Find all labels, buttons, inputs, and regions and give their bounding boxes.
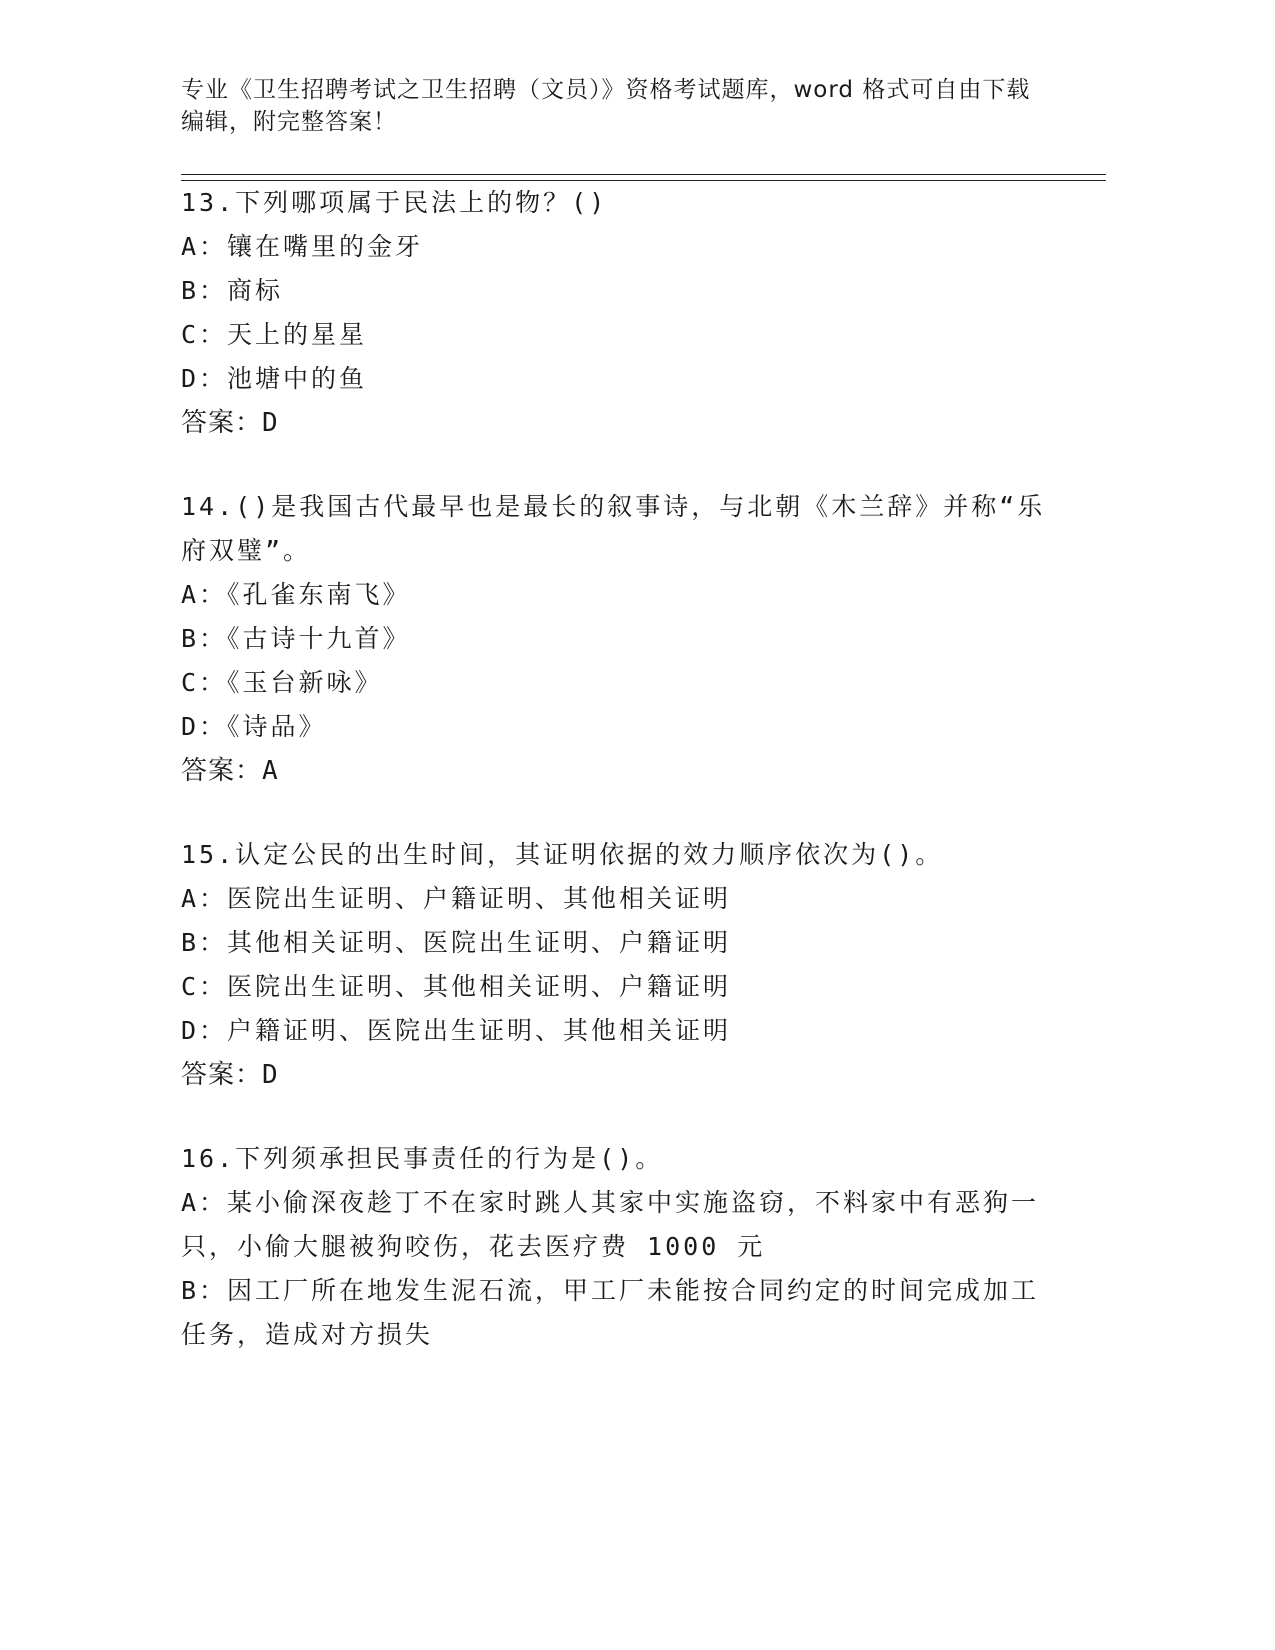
option-d: D：池塘中的鱼 xyxy=(181,364,368,393)
question-text: 16.下列须承担民事责任的行为是()。 xyxy=(181,1144,664,1173)
answer-line xyxy=(181,749,1061,793)
option-b: B：《古诗十九首》 xyxy=(181,624,411,653)
option-a: A：某小偷深夜趁丁不在家时跳人其家中实施盗窃，不料家中有恶狗一 xyxy=(181,1188,1040,1217)
question-text-continued: 府双璧”。 xyxy=(181,536,312,565)
option-a: A：《孔雀东南飞》 xyxy=(181,580,411,609)
header-line-2: 编辑，附完整答案！ xyxy=(181,109,397,135)
option-c: C：天上的星星 xyxy=(181,320,368,349)
option-d: D：《诗品》 xyxy=(181,712,327,741)
option-b-continued: 任务，造成对方损失 xyxy=(181,1320,434,1349)
option-b: B：商标 xyxy=(181,276,284,305)
option-c: C：《玉台新咏》 xyxy=(181,668,383,697)
question-text: 15.认定公民的出生时间，其证明依据的效力顺序依次为()。 xyxy=(181,840,944,869)
answer-value: A xyxy=(262,756,279,786)
header-line-1: 专业《卫生招聘考试之卫生招聘（文员）》资格考试题库，word 格式可自由下载 xyxy=(181,77,1031,103)
question-16 xyxy=(181,1137,1061,1357)
header-divider-top xyxy=(181,174,1106,175)
answer-value: D xyxy=(262,408,279,438)
option-a: A：医院出生证明、户籍证明、其他相关证明 xyxy=(181,884,732,913)
question-15 xyxy=(181,833,1061,1097)
option-b: B：其他相关证明、医院出生证明、户籍证明 xyxy=(181,928,732,957)
option-c: C：医院出生证明、其他相关证明、户籍证明 xyxy=(181,972,732,1001)
answer-line xyxy=(181,401,1061,445)
option-d: D：户籍证明、医院出生证明、其他相关证明 xyxy=(181,1016,732,1045)
answer-label: 答案： xyxy=(181,756,263,786)
option-a: A：镶在嘴里的金牙 xyxy=(181,232,424,261)
question-14 xyxy=(181,485,1061,793)
option-a-continued: 只，小偷大腿被狗咬伤，花去医疗费 1000 元 xyxy=(181,1232,766,1261)
answer-label: 答案： xyxy=(181,408,263,438)
answer-value: D xyxy=(262,1060,279,1090)
question-text: 13.下列哪项属于民法上的物？() xyxy=(181,188,608,217)
question-list xyxy=(181,181,1061,1397)
option-b: B：因工厂所在地发生泥石流，甲工厂未能按合同约定的时间完成加工 xyxy=(181,1276,1040,1305)
question-text: 14.()是我国古代最早也是最长的叙事诗，与北朝《木兰辞》并称“乐 xyxy=(181,492,1046,521)
answer-label: 答案： xyxy=(181,1060,263,1090)
question-13 xyxy=(181,181,1061,445)
answer-line xyxy=(181,1053,1061,1097)
document-header xyxy=(181,74,1041,138)
